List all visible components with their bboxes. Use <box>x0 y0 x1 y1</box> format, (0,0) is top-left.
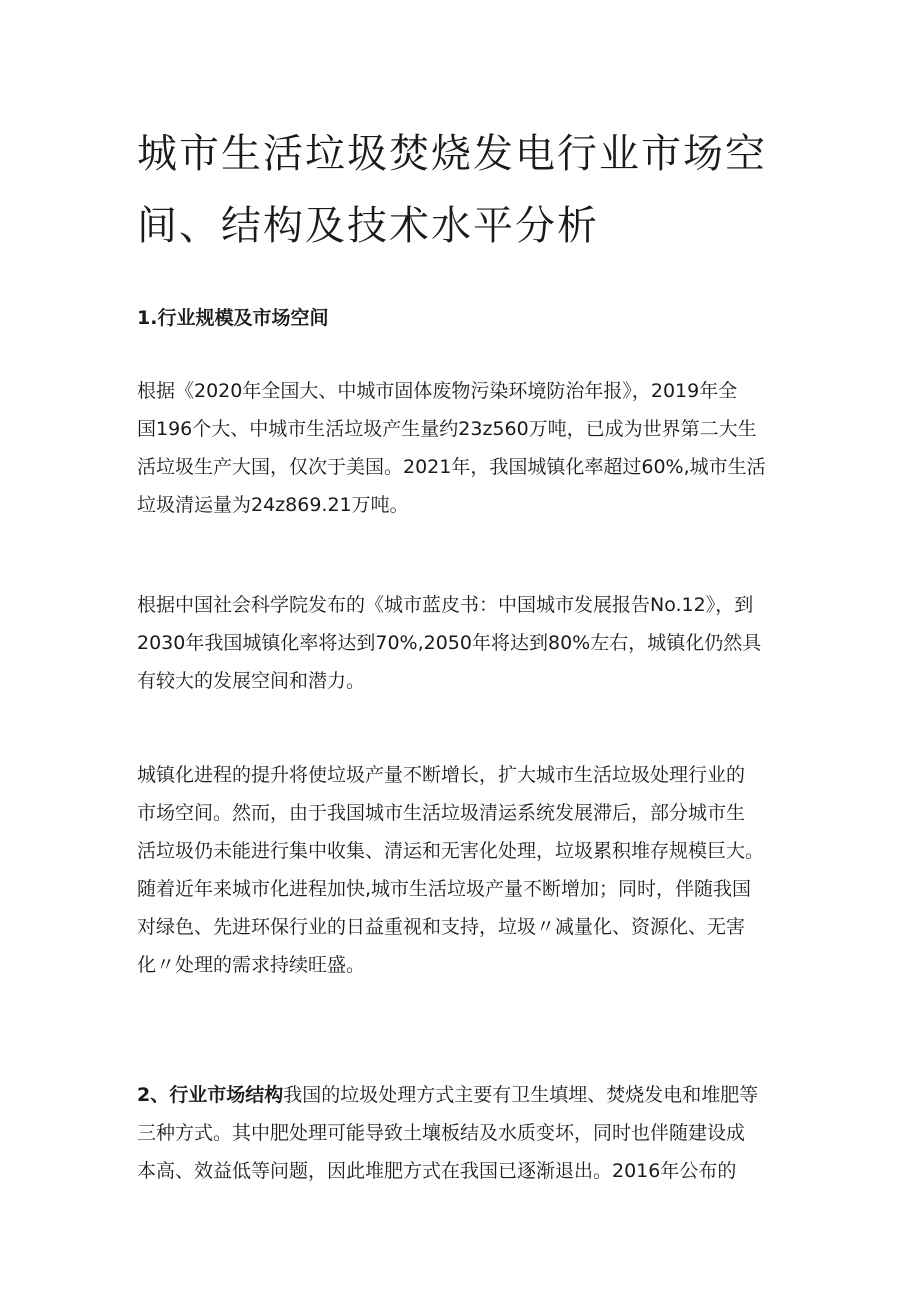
title-line-1: 城市生活垃圾焚烧发电行业市场空 <box>137 131 767 177</box>
text-line: 根据中国社会科学院发布的《城市蓝皮书：中国城市发展报告No.12》，到 <box>137 594 754 616</box>
text-line: 有较大的发展空间和潜力。 <box>137 670 366 692</box>
text-line: 随着近年来城市化进程加快,城市生活垃圾产量不断增加；同时，伴随我国 <box>137 878 752 900</box>
text-line: 对绿色、先进环保行业的日益重视和支持，垃圾〃减量化、资源化、无害 <box>137 916 746 938</box>
paragraph-urbanization-forecast <box>137 586 787 700</box>
text-line: 市场空间。然而，由于我国城市生活垃圾清运系统发展滞后，部分城市生 <box>137 802 746 824</box>
text-line: 活垃圾生产大国，仅次于美国。2021年，我国城镇化率超过60%,城市生活 <box>137 456 766 478</box>
text-line: 垃圾清运量为24z869.21万吨。 <box>137 494 409 516</box>
text-line: 本高、效益低等问题，因此堆肥方式在我国已逐渐退出。2016年公布的 <box>137 1160 737 1182</box>
text-line: 国196个大、中城市生活垃圾产生量约23z560万吨，已成为世界第二大生 <box>137 418 757 440</box>
text-line <box>137 1076 787 1114</box>
paragraph-market-growth <box>137 756 787 984</box>
section-heading-market-structure: 2、行业市场结构 <box>137 1084 284 1106</box>
document-title <box>137 118 787 262</box>
text-line: 化〃处理的需求持续旺盛。 <box>137 954 366 976</box>
text-fragment: 我国的垃圾处理方式主要有卫生填埋、焚烧发电和堆肥等 <box>283 1084 759 1106</box>
text-line: 活垃圾仍未能进行集中收集、清运和无害化处理，垃圾累积堆存规模巨大。 <box>137 840 765 862</box>
paragraph-waste-statistics <box>137 372 787 524</box>
paragraph-market-structure <box>137 1076 787 1190</box>
text-line: 2030年我国城镇化率将达到70%,2050年将达到80%左右，城镇化仍然具 <box>137 632 762 654</box>
text-line: 三种方式。其中肥处理可能导致土壤板结及水质变坏，同时也伴随建设成 <box>137 1122 746 1144</box>
section-heading-market-scale: 1.行业规模及市场空间 <box>137 307 329 329</box>
title-line-2: 间、结构及技术水平分析 <box>137 203 599 249</box>
text-line: 根据《2020年全国大、中城市固体废物污染环境防治年报》，2019年全 <box>137 380 738 402</box>
text-line: 城镇化进程的提升将使垃圾产量不断增长，扩大城市生活垃圾处理行业的 <box>137 764 746 786</box>
